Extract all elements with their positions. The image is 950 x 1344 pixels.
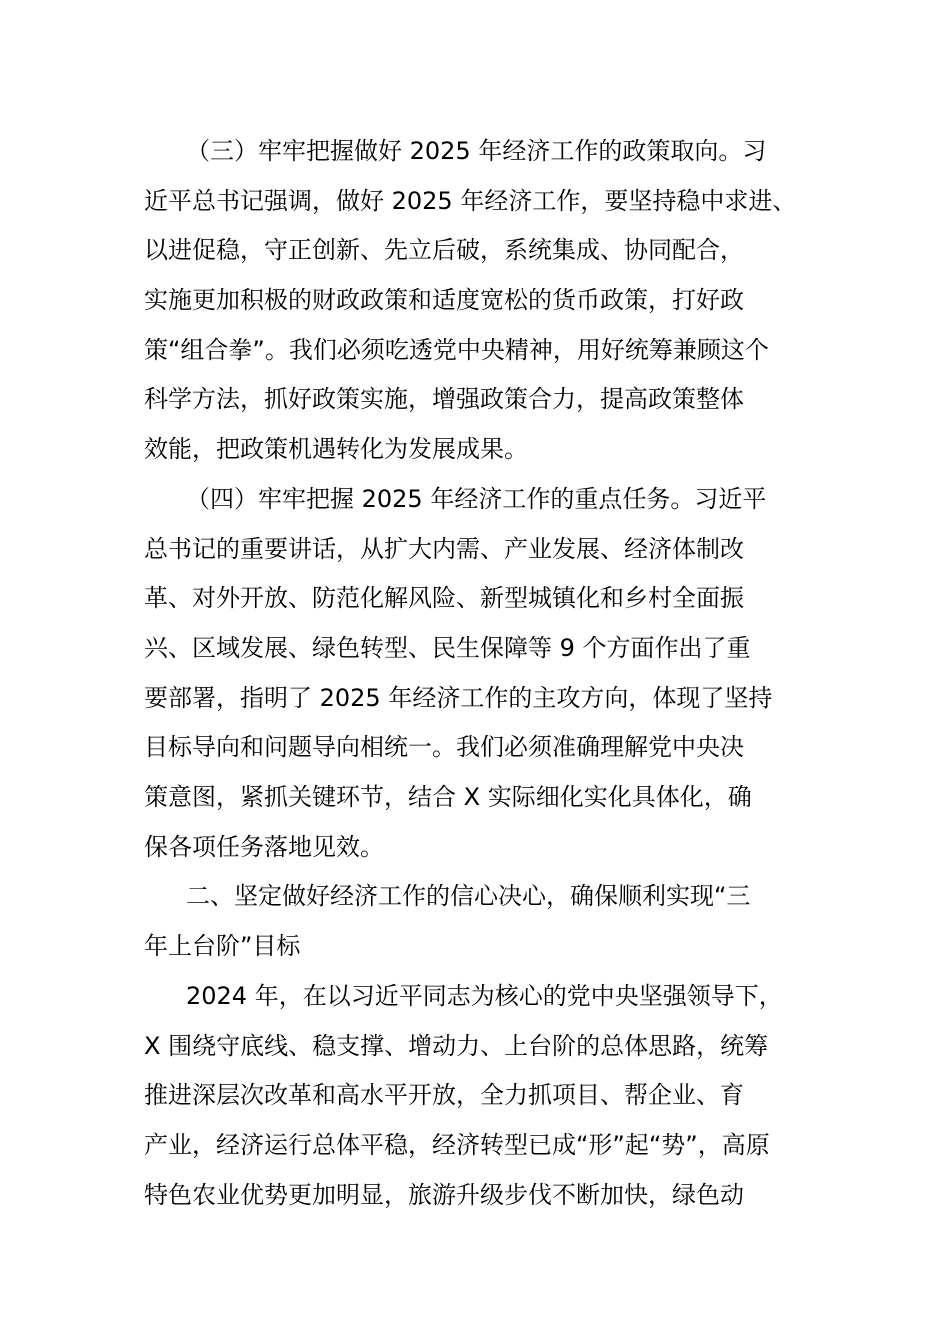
text-line-6: 科学方法，抓好政策实施，增强政策合力，提高政策整体 [144, 385, 744, 413]
text-line-2: 近平总书记强调，做好 2025 年经济工作，要坚持稳中求进、 [144, 187, 797, 215]
section-heading-line-2: 年上台阶”目标 [144, 932, 301, 960]
text-line-22: 特色农业优势更加明显，旅游升级步伐不断加快，绿色动 [144, 1181, 744, 1209]
text-line-21: 产业，经济运行总体平稳，经济转型已成“形”起“势”，高原 [144, 1131, 770, 1159]
text-line-12: 要部署，指明了 2025 年经济工作的主攻方向，体现了坚持 [144, 684, 773, 712]
text-line-3: 以进促稳，守正创新、先立后破，系统集成、协同配合， [144, 236, 744, 264]
text-line-14: 策意图，紧抓关键环节，结合 X 实际细化实化具体化，确 [144, 783, 752, 811]
text-line-4: 实施更加积极的财政政策和适度宽松的货币政策，打好政 [144, 286, 744, 314]
text-line-20: 推进深层次改革和高水平开放，全力抓项目、帮企业、育 [144, 1081, 744, 1109]
text-line-18: 2024 年，在以习近平同志为核心的党中央坚强领导下， [186, 982, 783, 1010]
text-line-5: 策“组合拳”。我们必须吃透党中央精神，用好统筹兼顾这个 [144, 336, 769, 364]
text-line-8: （四）牢牢把握 2025 年经济工作的重点任务。习近平 [186, 485, 767, 513]
text-line-7: 效能，把政策机遇转化为发展成果。 [144, 435, 528, 463]
section-heading-line-1: 二、坚定做好经济工作的信心决心，确保顺利实现“三 [186, 882, 751, 910]
text-line-19: X 围绕守底线、稳支撑、增动力、上台阶的总体思路，统筹 [144, 1032, 769, 1060]
text-line-1: （三）牢牢把握做好 2025 年经济工作的政策取向。习 [186, 137, 767, 165]
text-line-13: 目标导向和问题导向相统一。我们必须准确理解党中央决 [144, 733, 744, 761]
text-line-9: 总书记的重要讲话，从扩大内需、产业发展、经济体制改 [144, 535, 744, 563]
text-line-10: 革、对外开放、防范化解风险、新型城镇化和乡村全面振 [144, 584, 744, 612]
text-line-11: 兴、区域发展、绿色转型、民生保障等 9 个方面作出了重 [144, 634, 751, 662]
text-line-15: 保各项任务落地见效。 [144, 833, 384, 861]
